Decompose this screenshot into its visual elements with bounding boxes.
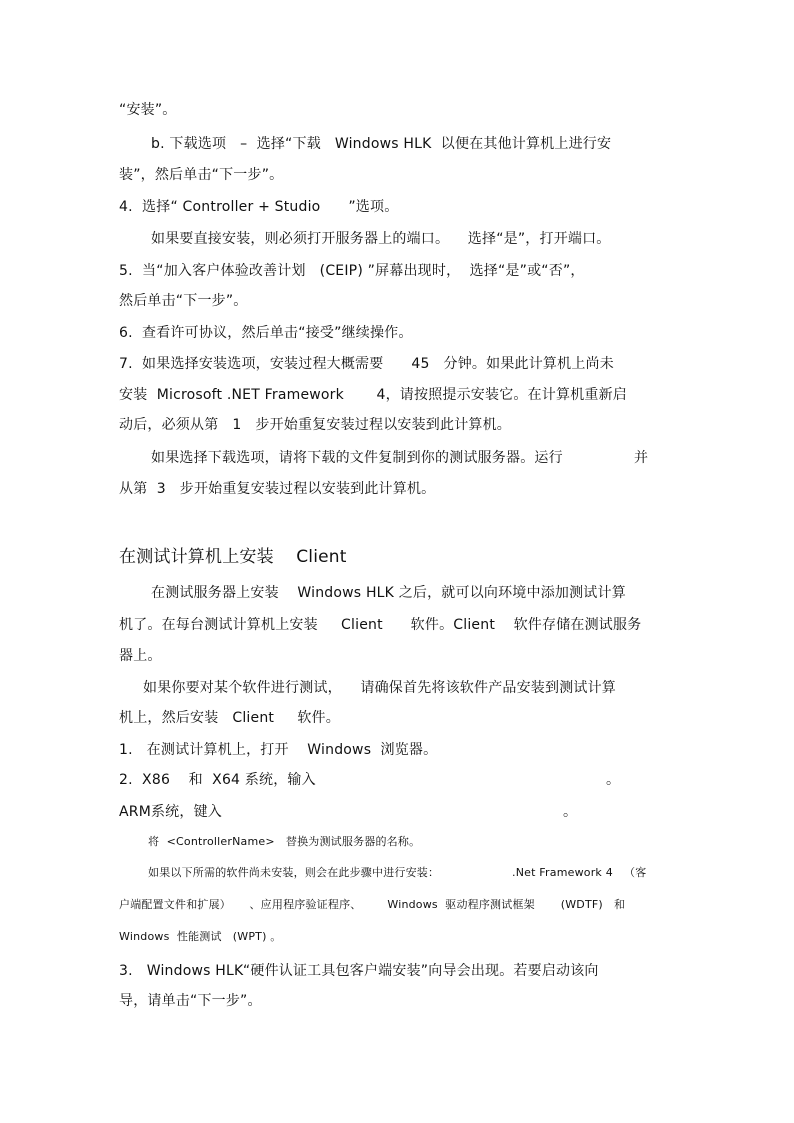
text-line: 装”，然后单击“下一步”。 <box>119 167 284 183</box>
text-line: ARM系统，键入 <box>119 804 222 820</box>
text-line: 3. Windows HLK“硬件认证工具包客户端安装”向导会出现。若要启动该向 <box>119 963 599 979</box>
text-line: b. 下载选项 – 选择“下载 Windows HLK 以便在其他计算机上进行安 <box>151 136 612 152</box>
note-line: 户端配置文件和扩展） 、应用程序验证程序、 Windows 驱动程序测试框架 (WDTF) 和 <box>119 898 626 911</box>
text-line: 从第 3 步开始重复安装过程以安装到此计算机。 <box>119 481 436 497</box>
note-line: Windows 性能测试 (WPT) 。 <box>119 930 282 943</box>
text-line: 在测试服务器上安装 Windows HLK 之后，就可以向环境中添加测试计算 <box>151 585 626 601</box>
note-line: 如果以下所需的软件尚未安装，则会在此步骤中进行安装： <box>148 866 440 879</box>
text-line: 导，请单击“下一步”。 <box>119 993 262 1009</box>
text-line: 动后，必须从第 1 步开始重复安装过程以安装到此计算机。 <box>119 417 512 433</box>
text-line: 。 <box>606 772 621 788</box>
text-line: 如果你要对某个软件进行测试， 请确保首先将该软件产品安装到测试计算 <box>143 680 616 696</box>
text-line: 器上。 <box>119 648 162 664</box>
note-line: 将 <ControllerName> 替换为测试服务器的名称。 <box>148 835 421 848</box>
text-line: 5. 当“加入客户体验改善计划 (CEIP) ”屏幕出现时， 选择“是”或“否”， <box>119 263 585 279</box>
note-line: （客 <box>624 866 647 879</box>
text-line: 机了。在每台测试计算机上安装 Client 软件。Client 软件存储在测试服务 <box>119 617 642 633</box>
text-line: 然后单击“下一步”。 <box>119 293 248 309</box>
text-line: 如果选择下载选项，请将下载的文件复制到你的测试服务器。运行 <box>151 450 563 466</box>
text-line: 1. 在测试计算机上，打开 Windows 浏览器。 <box>119 742 438 758</box>
text-line: 4. 选择“ Controller + Studio ”选项。 <box>119 199 399 215</box>
text-line: “安装”。 <box>119 102 177 118</box>
note-line: .Net Framework 4 <box>512 866 613 879</box>
text-line: 如果要直接安装，则必须打开服务器上的端口。 选择“是”，打开端口。 <box>151 231 611 247</box>
text-line: 并 <box>634 450 649 466</box>
text-line: 7. 如果选择安装选项，安装过程大概需要 45 分钟。如果此计算机上尚未 <box>119 356 614 372</box>
text-line: 6. 查看许可协议，然后单击“接受”继续操作。 <box>119 325 413 341</box>
section-heading: 在测试计算机上安装 Client <box>119 547 347 567</box>
text-line: 。 <box>563 804 578 820</box>
text-line: 安装 Microsoft .NET Framework 4，请按照提示安装它。在计算机重新启 <box>119 387 627 403</box>
text-line: 机上，然后安装 Client 软件。 <box>119 710 340 726</box>
text-line: 2. X86 和 X64 系统，输入 <box>119 772 316 788</box>
